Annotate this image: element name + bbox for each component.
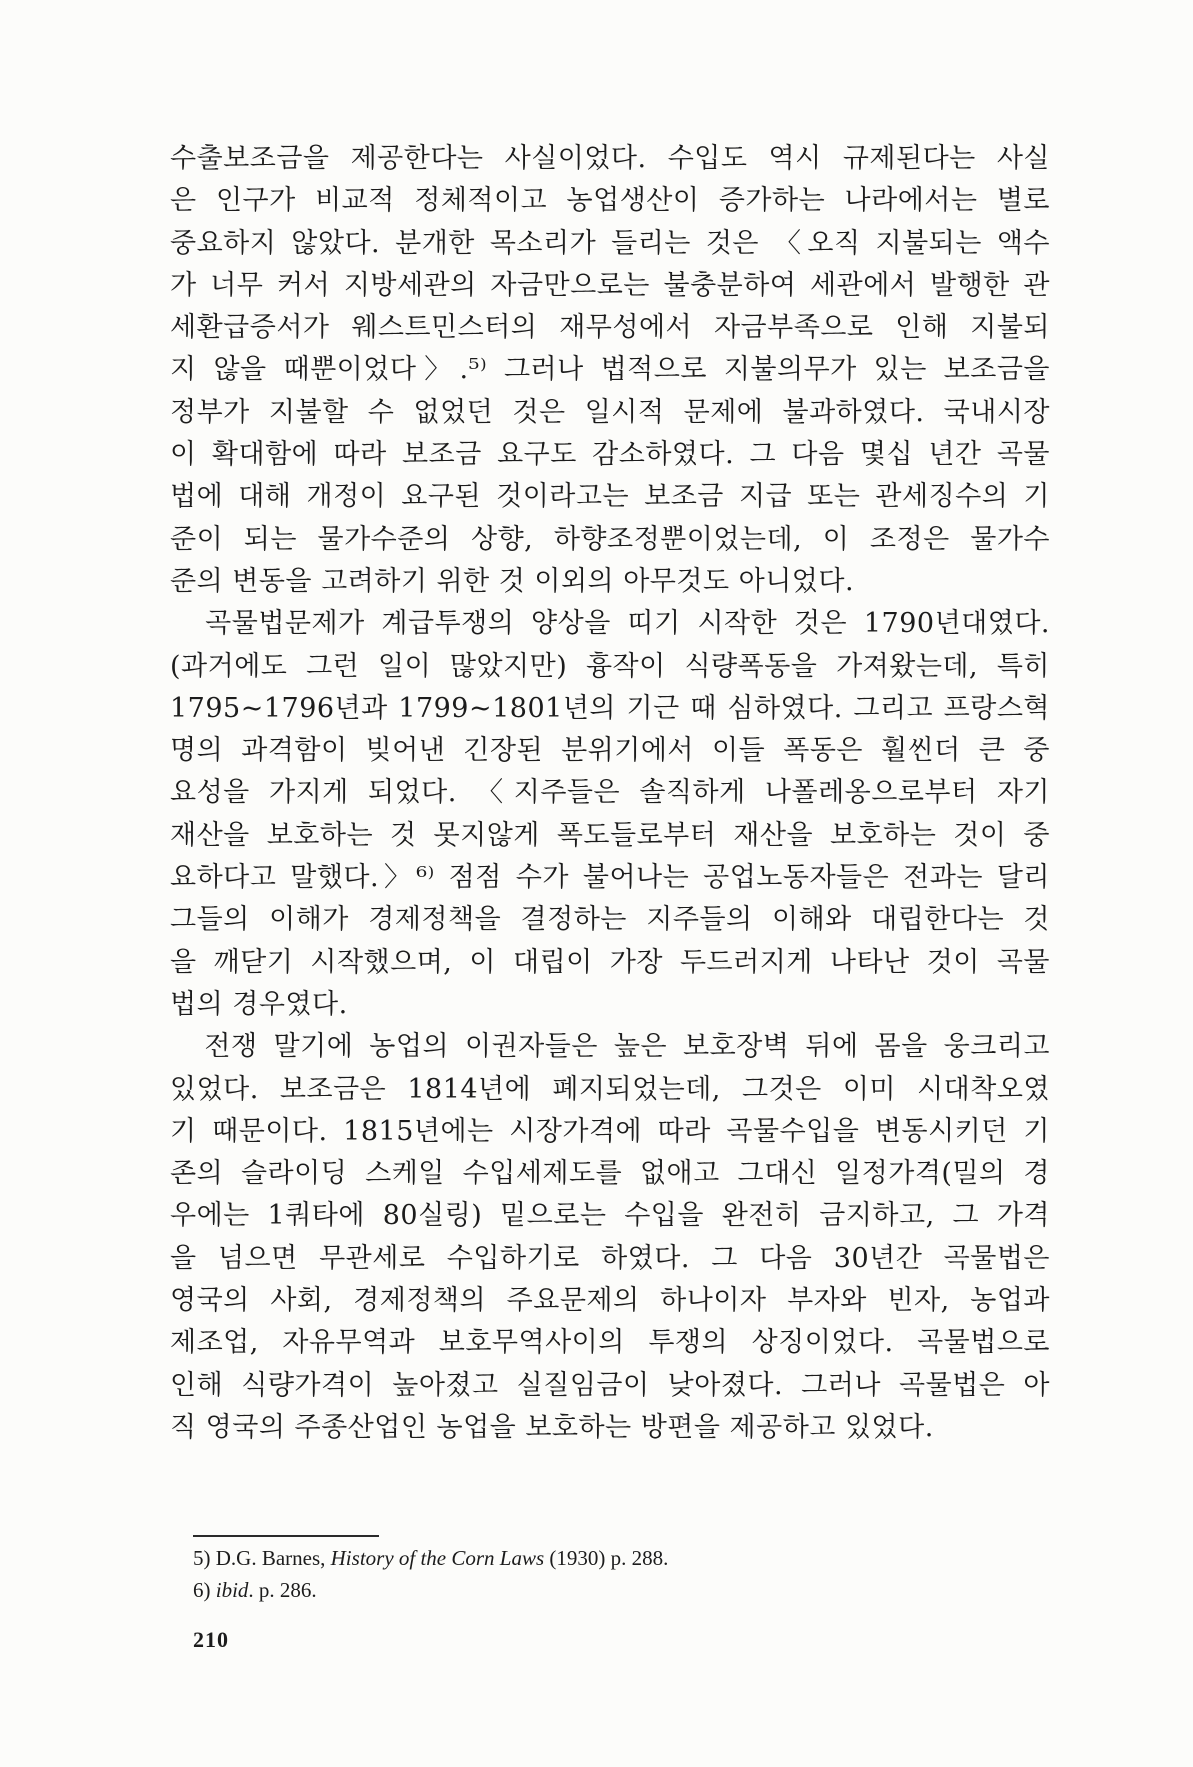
text-line: 명의 과격함이 빚어낸 긴장된 분위기에서 이들 폭동은 훨씬더 큰 중	[170, 735, 1050, 767]
text-line: 준의 변동을 고려하기 위한 것 이외의 아무것도 아니었다.	[170, 565, 855, 597]
text-line: 중요하지 않았다. 분개한 목소리가 들리는 것은 〈오직 지불되는 액수	[170, 227, 1050, 259]
text-line: 법의 경우였다.	[170, 988, 348, 1020]
text-line: 수출보조금을 제공한다는 사실이었다. 수입도 역시 규제된다는 사실	[170, 143, 1050, 174]
text-line: 지 않을 때뿐이었다〉.⁵⁾ 그러나 법적으로 지불의무가 있는 보조금을	[170, 354, 1050, 386]
footnote-6: 6) ibid. p. 286.	[193, 1578, 317, 1602]
text-line: 재산을 보호하는 것 못지않게 폭도들로부터 재산을 보호하는 것이 중	[170, 819, 1050, 851]
text-line: 가 너무 커서 지방세관의 자금만으로는 불충분하여 세관에서 발행한 관	[170, 269, 1050, 301]
text-line: 요성을 가지게 되었다. 〈지주들은 솔직하게 나폴레옹으로부터 자기	[170, 777, 1050, 809]
text-line: 준이 되는 물가수준의 상향, 하향조정뿐이었는데, 이 조정은 물가수	[170, 523, 1050, 555]
text-line: 기 때문이다. 1815년에는 시장가격에 따라 곡물수입을 변동시키던 기	[170, 1115, 1050, 1147]
text-line: 요하다고 말했다.〉⁶⁾ 점점 수가 불어나는 공업노동자들은 전과는 달리	[170, 862, 1050, 894]
text-line: 세환급증서가 웨스트민스터의 재무성에서 자금부족으로 인해 지불되	[170, 312, 1050, 344]
text-line: 정부가 지불할 수 없었던 것은 일시적 문제에 불과하였다. 국내시장	[170, 396, 1050, 428]
text-line: 제조업, 자유무역과 보호무역사이의 투쟁의 상징이었다. 곡물법으로	[170, 1327, 1050, 1359]
text-line: (과거에도 그런 일이 많았지만) 흉작이 식량폭동을 가져왔는데, 특히	[170, 650, 1050, 682]
text-line: 직 영국의 주종산업인 농업을 보호하는 방편을 제공하고 있었다.	[170, 1411, 934, 1443]
text-line: 전쟁 말기에 농업의 이권자들은 높은 보호장벽 뒤에 몸을 웅크리고	[170, 1031, 1050, 1063]
text-line: 법에 대해 개정이 요구된 것이라고는 보조금 지급 또는 관세징수의 기	[170, 481, 1050, 513]
text-line: 을 깨닫기 시작했으며, 이 대립이 가장 두드러지게 나타난 것이 곡물	[170, 946, 1050, 978]
footnotes	[193, 1542, 893, 1606]
body-text	[170, 138, 1050, 1449]
text-line: 존의 슬라이딩 스케일 수입세제도를 없애고 그대신 일정가격(밀의 경	[170, 1158, 1050, 1190]
text-line: 곡물법문제가 계급투쟁의 양상을 띠기 시작한 것은 1790년대였다.	[170, 608, 1050, 640]
text-line: 그들의 이해가 경제정책을 결정하는 지주들의 이해와 대립한다는 것	[170, 904, 1050, 936]
text-line: 있었다. 보조금은 1814년에 폐지되었는데, 그것은 이미 시대착오였	[170, 1073, 1051, 1105]
text-line: 을 넘으면 무관세로 수입하기로 하였다. 그 다음 30년간 곡물법은	[170, 1242, 1050, 1274]
footnote-5: 5) D.G. Barnes, History of the Corn Laws (1930) p. 288.	[193, 1546, 669, 1570]
text-line: 1795~1796년과 1799~1801년의 기근 때 심하였다. 그리고 프랑스혁	[170, 692, 1050, 724]
text-line: 이 확대함에 따라 보조금 요구도 감소하였다. 그 다음 몇십 년간 곡물	[170, 439, 1050, 471]
text-line: 우에는 1쿼타에 80실링) 밑으로는 수입을 완전히 금지하고, 그 가격	[170, 1200, 1050, 1232]
page-number: 210	[193, 1627, 229, 1652]
text-line: 은 인구가 비교적 정체적이고 농업생산이 증가하는 나라에서는 별로	[170, 185, 1050, 217]
text-line: 영국의 사회, 경제정책의 주요문제의 하나이자 부자와 빈자, 농업과	[170, 1285, 1050, 1317]
text-line: 인해 식량가격이 높아졌고 실질임금이 낮아졌다. 그러나 곡물법은 아	[170, 1369, 1050, 1401]
footnote-divider	[193, 1535, 379, 1537]
